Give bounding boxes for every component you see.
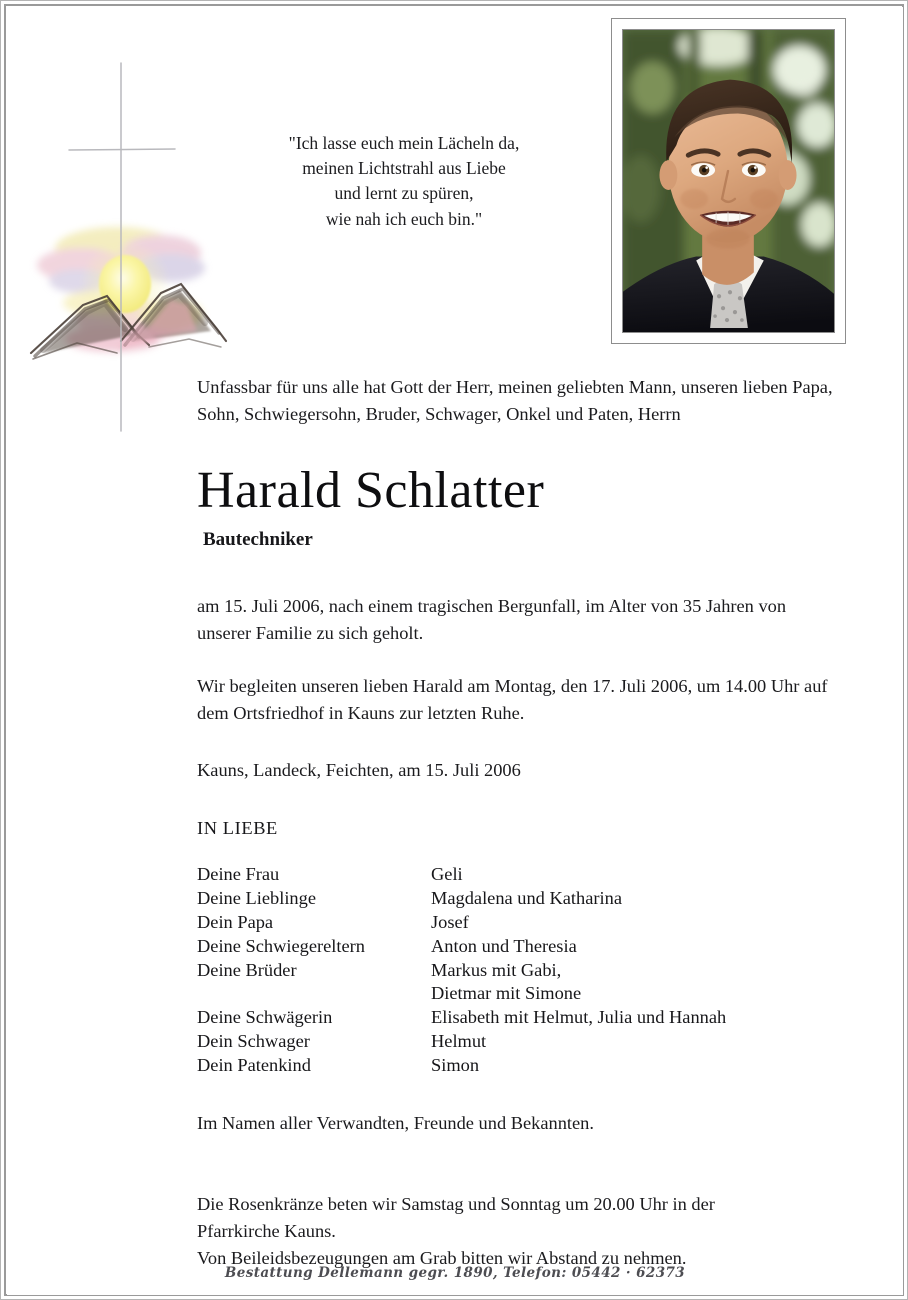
relation-row <box>197 889 726 913</box>
relation-row-continuation <box>197 984 726 1008</box>
deceased-name: Harald Schlatter <box>197 462 545 520</box>
relation-value: Markus mit Gabi, <box>431 959 562 980</box>
relation-row <box>197 961 726 985</box>
relation-value: Elisabeth mit Helmut, Julia und Hannah <box>431 1007 727 1028</box>
quote-line-3: und lernt zu spüren, <box>334 183 474 204</box>
portrait-photo-frame <box>611 18 846 344</box>
relation-value: Dietmar mit Simone <box>431 983 582 1004</box>
relation-label: Deine Schwägerin <box>197 1007 333 1028</box>
quote-line-2: meinen Lichtstrahl aus Liebe <box>302 158 506 179</box>
relation-row <box>197 937 726 961</box>
relation-label: Deine Brüder <box>197 959 297 980</box>
rosary-block <box>197 1191 847 1272</box>
relation-label: Dein Papa <box>197 911 274 932</box>
obituary-content <box>197 374 847 1272</box>
relation-value: Josef <box>431 911 469 932</box>
relation-value: Helmut <box>431 1031 487 1052</box>
funeral-home-footer: Bestattung Dellemann gegr. 1890, Telefon: 05442 · 62373 <box>224 1265 686 1281</box>
relation-value: Geli <box>431 863 463 884</box>
deceased-name-block <box>197 464 847 551</box>
relation-value: Anton und Theresia <box>431 935 577 956</box>
relation-row <box>197 1032 726 1056</box>
relations-list <box>197 865 726 1080</box>
relation-value: Magdalena und Katharina <box>431 887 622 908</box>
portrait-photo <box>622 29 835 333</box>
relation-label: Deine Schwiegereltern <box>197 935 365 956</box>
rosary-line-3: Von Beileidsbezeugungen am Grab bitten wir Abstand zu nehmen. <box>197 1248 687 1269</box>
in-liebe-heading: IN LIEBE <box>197 817 278 838</box>
quote-line-4: wie nah ich euch bin." <box>325 208 483 229</box>
relation-label: Deine Frau <box>197 863 280 884</box>
relation-label: Dein Patenkind <box>197 1055 311 1076</box>
rosary-line-1: Die Rosenkränze beten wir Samstag und Sonntag um 20.00 Uhr in der <box>197 1194 715 1215</box>
rosary-line-2: Pfarrkirche Kauns. <box>197 1221 336 1242</box>
places-paragraph: Kauns, Landeck, Feichten, am 15. Juli 2006 <box>197 759 521 780</box>
relatives-closing-paragraph: Im Namen aller Verwandten, Freunde und Bekannten. <box>197 1113 594 1134</box>
card-sheet <box>7 7 903 1295</box>
intro-paragraph: Unfassbar für uns alle hat Gott der Herr, meinen geliebten Mann, unseren lieben Papa, Sohn, Schwiegersohn, Bruder, Schwager, Onkel und Paten, Herrn <box>197 377 833 425</box>
relation-row <box>197 913 726 937</box>
relation-label: Dein Schwager <box>197 1031 310 1052</box>
memorial-quote <box>239 131 569 232</box>
relation-value: Simon <box>431 1055 480 1076</box>
relation-row <box>197 865 726 889</box>
deceased-profession: Bautechniker <box>203 528 313 550</box>
death-paragraph: am 15. Juli 2006, nach einem tragischen Bergunfall, im Alter von 35 Jahren von unserer Familie zu sich geholt. <box>197 595 787 643</box>
relation-row <box>197 1008 726 1032</box>
relation-row <box>197 1056 726 1080</box>
funeral-paragraph: Wir begleiten unseren lieben Harald am Montag, den 17. Juli 2006, um 14.00 Uhr auf dem Ortsfriedhof in Kauns zur letzten Ruhe. <box>197 675 828 723</box>
quote-line-1: "Ich lasse euch mein Lächeln da, <box>288 133 520 153</box>
relation-label: Deine Lieblinge <box>197 887 316 908</box>
relation-label <box>197 984 431 1008</box>
